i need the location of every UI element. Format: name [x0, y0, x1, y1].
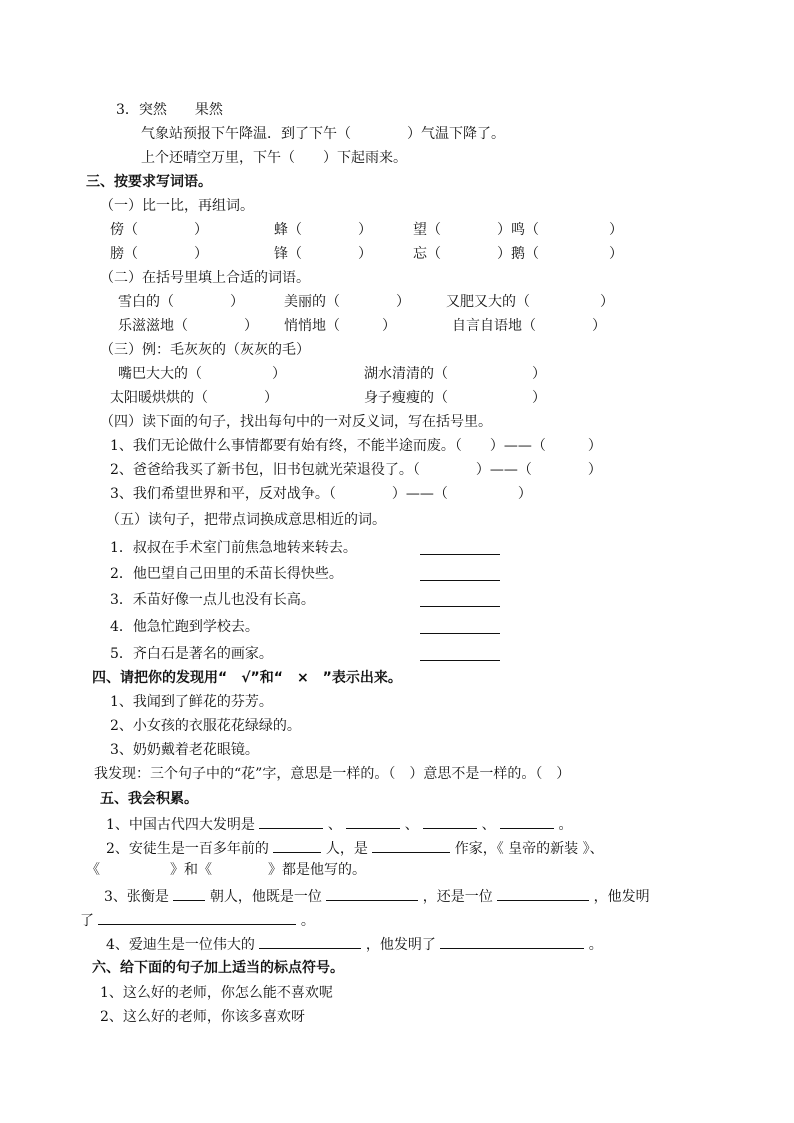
q3-line	[104, 886, 650, 907]
synonym-sentence-1: 1．叔叔在手术室门前焦急地转来转去。	[110, 540, 357, 556]
punctuation-sentence-1: 1、这么好的老师，你怎么能不喜欢呢	[100, 985, 333, 1001]
rewrite-phrase-1: 嘴巴大大的（ ）	[118, 366, 286, 382]
compare-word-6: 忘（ ）鹅（ ）	[413, 246, 623, 262]
rewrite-phrase-2: 湖水清清的（ ）	[364, 366, 546, 382]
fill-word-3: 又肥又大的（ ）	[446, 294, 614, 310]
q2-line	[106, 838, 604, 859]
q2-part-c: 作家，《 皇帝的新装 》、	[454, 841, 604, 857]
part-5-title: （五）读句子，把带点词换成意思相近的词。	[106, 512, 386, 528]
q4-part-a: 4、爱迪生是一位伟大的	[106, 937, 255, 953]
compare-word-4: 膀（ ）	[110, 246, 208, 262]
q3-blank-1[interactable]	[173, 886, 205, 901]
q4-blank-1[interactable]	[259, 934, 361, 949]
fill-word-5: 悄悄地（ ）	[284, 318, 396, 334]
answer-line-5[interactable]	[420, 660, 500, 661]
q2-part-a: 2、安徒生是一百多年前的	[106, 841, 269, 857]
rewrite-phrase-4: 身子瘦瘦的（ ）	[364, 390, 546, 406]
q3-blank-4[interactable]	[98, 910, 296, 925]
q3-blank-3[interactable]	[497, 886, 589, 901]
fill-word-2: 美丽的（ ）	[284, 294, 410, 310]
synonym-sentence-3: 3．禾苗好像一点儿也没有长高。	[110, 592, 315, 608]
q2-blank-1[interactable]	[273, 838, 321, 853]
q4-blank-2[interactable]	[440, 934, 584, 949]
finding-sentence: 我发现：三个句子中的“花”字，意思是一样的。（ ）意思不是一样的。（ ）	[94, 766, 571, 782]
flower-sentence-3: 3、奶奶戴着老花眼镜。	[110, 742, 259, 758]
part-2-title: （二）在括号里填上合适的词语。	[100, 270, 310, 286]
q2-line-2: 《 》和《 》都是他写的。	[86, 862, 366, 878]
answer-line-2[interactable]	[420, 580, 500, 581]
item-3-title: 3．突然 果然	[116, 102, 223, 118]
synonym-sentence-4: 4．他急忙跑到学校去。	[110, 619, 259, 635]
punctuation-sentence-2: 2、这么好的老师，你该多喜欢呀	[100, 1009, 305, 1025]
answer-line-1[interactable]	[420, 554, 500, 555]
compare-word-1: 傍（ ）	[110, 222, 208, 238]
compare-word-3: 望（ ）鸣（ ）	[413, 222, 623, 238]
part-1-title: （一）比一比，再组词。	[100, 198, 254, 214]
antonym-sentence-2: 2、爸爸给我买了新书包，旧书包就光荣退役了。（ ）——（ ）	[110, 462, 602, 478]
q3-part-b: 朝人，他既是一位	[209, 889, 322, 905]
antonym-sentence-1: 1、我们无论做什么事情都要有始有终，不能半途而废。（ ）——（ ）	[110, 438, 602, 454]
section-4-heading: 四、请把你的发现用“ √”和“ × ”表示出来。	[92, 670, 402, 686]
antonym-sentence-3: 3、我们希望世界和平，反对战争。（ ）——（ ）	[110, 486, 532, 502]
q2-blank-2[interactable]	[372, 838, 450, 853]
q2-part-b: 人，是	[325, 841, 368, 857]
fill-word-4: 乐滋滋地（ ）	[118, 318, 258, 334]
q3-line2-b: 。	[300, 913, 315, 929]
q3-line2-a: 了	[80, 913, 94, 929]
item-3-sentence-2: 上个还晴空万里，下午（ ）下起雨来。	[141, 150, 407, 166]
fill-word-1: 雪白的（ ）	[118, 294, 244, 310]
q1-sep-3: 、	[481, 817, 496, 833]
section-5-heading: 五、我会积累。	[100, 791, 198, 807]
synonym-sentence-2: 2．他巴望自己田里的禾苗长得快些。	[110, 566, 343, 582]
q3-part-d: ，他发明	[593, 889, 650, 905]
rewrite-phrase-3: 太阳暖烘烘的（ ）	[110, 390, 278, 406]
flower-sentence-2: 2、小女孩的衣服花花绿绿的。	[110, 718, 301, 734]
q4-part-c: 。	[588, 937, 603, 953]
synonym-sentence-5: 5．齐白石是著名的画家。	[110, 646, 273, 662]
q1-blank-2[interactable]	[346, 814, 400, 829]
q3-blank-2[interactable]	[326, 886, 418, 901]
q3-part-a: 3、张衡是	[104, 889, 169, 905]
q3-part-c: ，还是一位	[422, 889, 493, 905]
q1-blank-3[interactable]	[423, 814, 477, 829]
answer-line-4[interactable]	[420, 633, 500, 634]
part-4-title: （四）读下面的句子，找出每句中的一对反义词，写在括号里。	[100, 414, 492, 430]
q1-blank-4[interactable]	[500, 814, 554, 829]
q1-sep-4: 。	[558, 817, 573, 833]
part-3-title: （三）例：毛灰灰的（灰灰的毛）	[100, 342, 310, 358]
fill-word-6: 自言自语地（ ）	[452, 318, 606, 334]
q3-line-2	[80, 910, 315, 931]
answer-line-3[interactable]	[420, 606, 500, 607]
q1-line	[106, 814, 573, 835]
q1-sep-1: 、	[327, 817, 342, 833]
compare-word-5: 锋（ ）	[274, 246, 372, 262]
section-6-heading: 六、给下面的句子加上适当的标点符号。	[92, 960, 344, 976]
q4-line	[106, 934, 603, 955]
section-3-heading: 三、按要求写词语。	[86, 174, 212, 190]
q1-blank-1[interactable]	[259, 814, 323, 829]
q4-part-b: ，他发明了	[365, 937, 436, 953]
q1-sep-2: 、	[404, 817, 419, 833]
compare-word-2: 蜂（ ）	[274, 222, 372, 238]
item-3-sentence-1: 气象站预报下午降温．到了下午（ ）气温下降了。	[141, 126, 505, 142]
q1-prefix: 1、中国古代四大发明是	[106, 817, 255, 833]
flower-sentence-1: 1、我闻到了鲜花的芬芳。	[110, 694, 273, 710]
